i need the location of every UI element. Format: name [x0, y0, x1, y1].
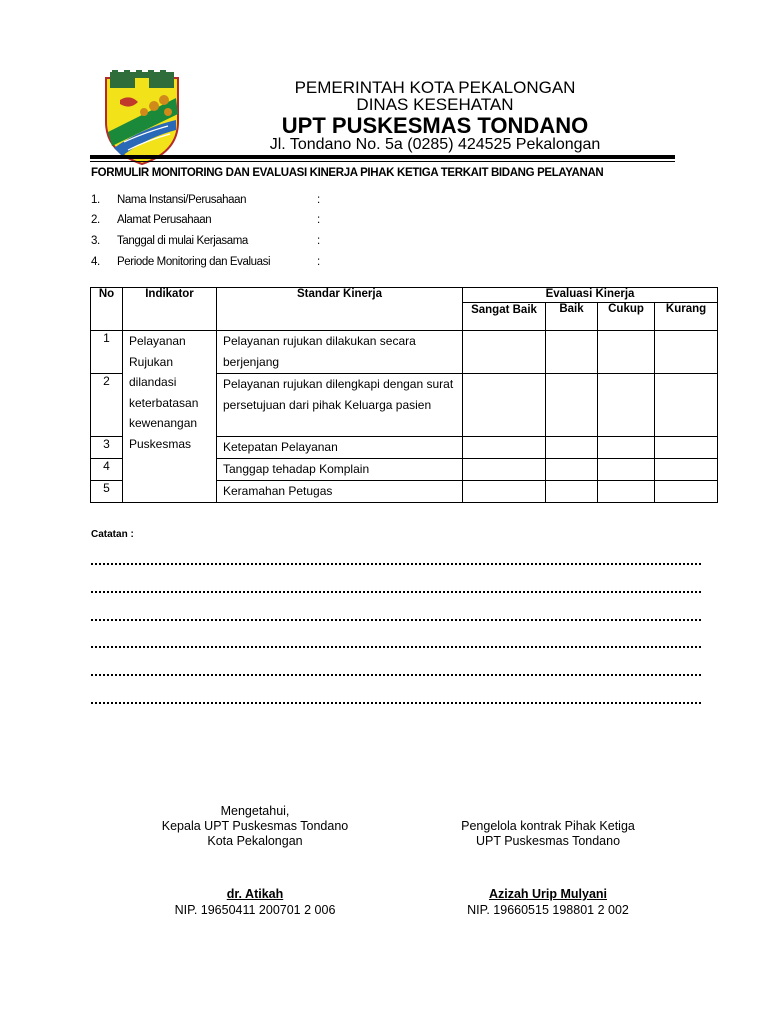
indikator-cell	[123, 331, 217, 503]
rating-cell-sangat-baik[interactable]	[463, 331, 546, 374]
rating-cell-sangat-baik[interactable]	[463, 437, 546, 459]
signature-heading: Mengetahui,	[220, 804, 290, 818]
signature-position: Pengelola kontrak Pihak Ketiga	[461, 819, 635, 833]
table-row	[91, 331, 718, 374]
standar-kinerja-cell: Ketepatan Pelayanan	[217, 437, 463, 459]
rating-cell-baik[interactable]	[546, 437, 598, 459]
signatory-name-left: dr. Atikah	[226, 887, 284, 901]
standar-kinerja-cell: Keramahan Petugas	[217, 481, 463, 503]
header-evaluasi-kinerja: Evaluasi Kinerja	[463, 288, 718, 303]
signatory-nip-right: NIP. 19660515 198801 2 002	[467, 903, 629, 917]
standar-kinerja-cell: Tanggap tehadap Komplain	[217, 459, 463, 481]
letterhead-divider-thin	[90, 161, 675, 162]
catatan-line[interactable]	[91, 619, 701, 621]
signature-institution: UPT Puskesmas Tondano	[475, 834, 621, 848]
row-number: 2	[91, 374, 123, 437]
field-colon: :	[317, 194, 320, 206]
letterhead-institution: UPT PUSKESMAS TONDANO	[281, 113, 589, 138]
field-number: 2.	[91, 214, 100, 226]
evaluation-table	[90, 287, 718, 503]
rating-cell-baik[interactable]	[546, 459, 598, 481]
rating-cell-kurang[interactable]	[655, 481, 718, 503]
field-colon: :	[317, 235, 320, 247]
rating-cell-baik[interactable]	[546, 481, 598, 503]
rating-cell-kurang[interactable]	[655, 331, 718, 374]
header-indikator: Indikator	[123, 288, 217, 331]
standar-kinerja-cell: Pelayanan rujukan dilakukan secara berjenjang	[217, 331, 463, 374]
signatory-nip-left: NIP. 19650411 200701 2 006	[174, 903, 336, 917]
rating-cell-cukup[interactable]	[598, 331, 655, 374]
field-colon: :	[317, 214, 320, 226]
signature-block-left	[125, 804, 385, 849]
city-emblem-logo	[102, 70, 182, 166]
row-number: 3	[91, 437, 123, 459]
letterhead-department: DINAS KESEHATAN	[356, 95, 514, 114]
signature-location: Kota Pekalongan	[207, 834, 303, 848]
rating-cell-kurang[interactable]	[655, 437, 718, 459]
indikator-line: kewenangan	[129, 416, 198, 430]
signature-position: Kepala UPT Puskesmas Tondano	[161, 819, 349, 833]
field-number: 4.	[91, 256, 100, 268]
rating-cell-baik[interactable]	[546, 331, 598, 374]
header-kurang: Kurang	[655, 303, 718, 331]
rating-cell-cukup[interactable]	[598, 374, 655, 437]
catatan-line[interactable]	[91, 674, 701, 676]
field-label: Nama Instansi/Perusahaan	[117, 194, 247, 206]
catatan-line[interactable]	[91, 702, 701, 704]
row-number: 5	[91, 481, 123, 503]
catatan-label: Catatan :	[91, 529, 134, 540]
catatan-line[interactable]	[91, 591, 701, 593]
letterhead-address: Jl. Tondano No. 5a (0285) 424525 Pekalongan	[269, 136, 601, 153]
header-baik: Baik	[546, 303, 598, 331]
header-cukup: Cukup	[598, 303, 655, 331]
indikator-line: dilandasi	[129, 375, 177, 389]
field-colon: :	[317, 256, 320, 268]
row-number: 1	[91, 331, 123, 374]
catatan-line[interactable]	[91, 563, 701, 565]
field-label: Tanggal di mulai Kerjasama	[117, 235, 248, 247]
form-title: FORMULIR MONITORING DAN EVALUASI KINERJA PIHAK KETIGA TERKAIT BIDANG PELAYANAN	[91, 167, 604, 179]
header-sangat-baik: Sangat Baik	[463, 303, 546, 331]
letterhead-divider-thick	[90, 155, 675, 159]
rating-cell-cukup[interactable]	[598, 481, 655, 503]
letterhead-government: PEMERINTAH KOTA PEKALONGAN	[294, 78, 576, 97]
rating-cell-cukup[interactable]	[598, 459, 655, 481]
catatan-line[interactable]	[91, 646, 701, 648]
field-number: 3.	[91, 235, 100, 247]
rating-cell-sangat-baik[interactable]	[463, 459, 546, 481]
rating-cell-kurang[interactable]	[655, 374, 718, 437]
field-number: 1.	[91, 194, 100, 206]
rating-cell-cukup[interactable]	[598, 437, 655, 459]
field-label: Periode Monitoring dan Evaluasi	[117, 256, 271, 268]
signature-block-right	[418, 819, 678, 849]
rating-cell-sangat-baik[interactable]	[463, 374, 546, 437]
indikator-line: Puskesmas	[129, 436, 192, 451]
header-no: No	[91, 288, 123, 331]
header-standar-kinerja: Standar Kinerja	[217, 288, 463, 331]
rating-cell-kurang[interactable]	[655, 459, 718, 481]
standar-kinerja-cell: Pelayanan rujukan dilengkapi dengan surat persetujuan dari pihak Keluarga pasien	[217, 374, 463, 437]
indikator-line: Pelayanan	[129, 334, 186, 348]
rating-cell-baik[interactable]	[546, 374, 598, 437]
signatory-name-right: Azizah Urip Mulyani	[488, 887, 608, 901]
indikator-line: Rujukan	[129, 354, 174, 369]
indikator-line: keterbatasan	[129, 395, 199, 410]
row-number: 4	[91, 459, 123, 481]
field-label: Alamat Perusahaan	[117, 214, 212, 226]
rating-cell-sangat-baik[interactable]	[463, 481, 546, 503]
